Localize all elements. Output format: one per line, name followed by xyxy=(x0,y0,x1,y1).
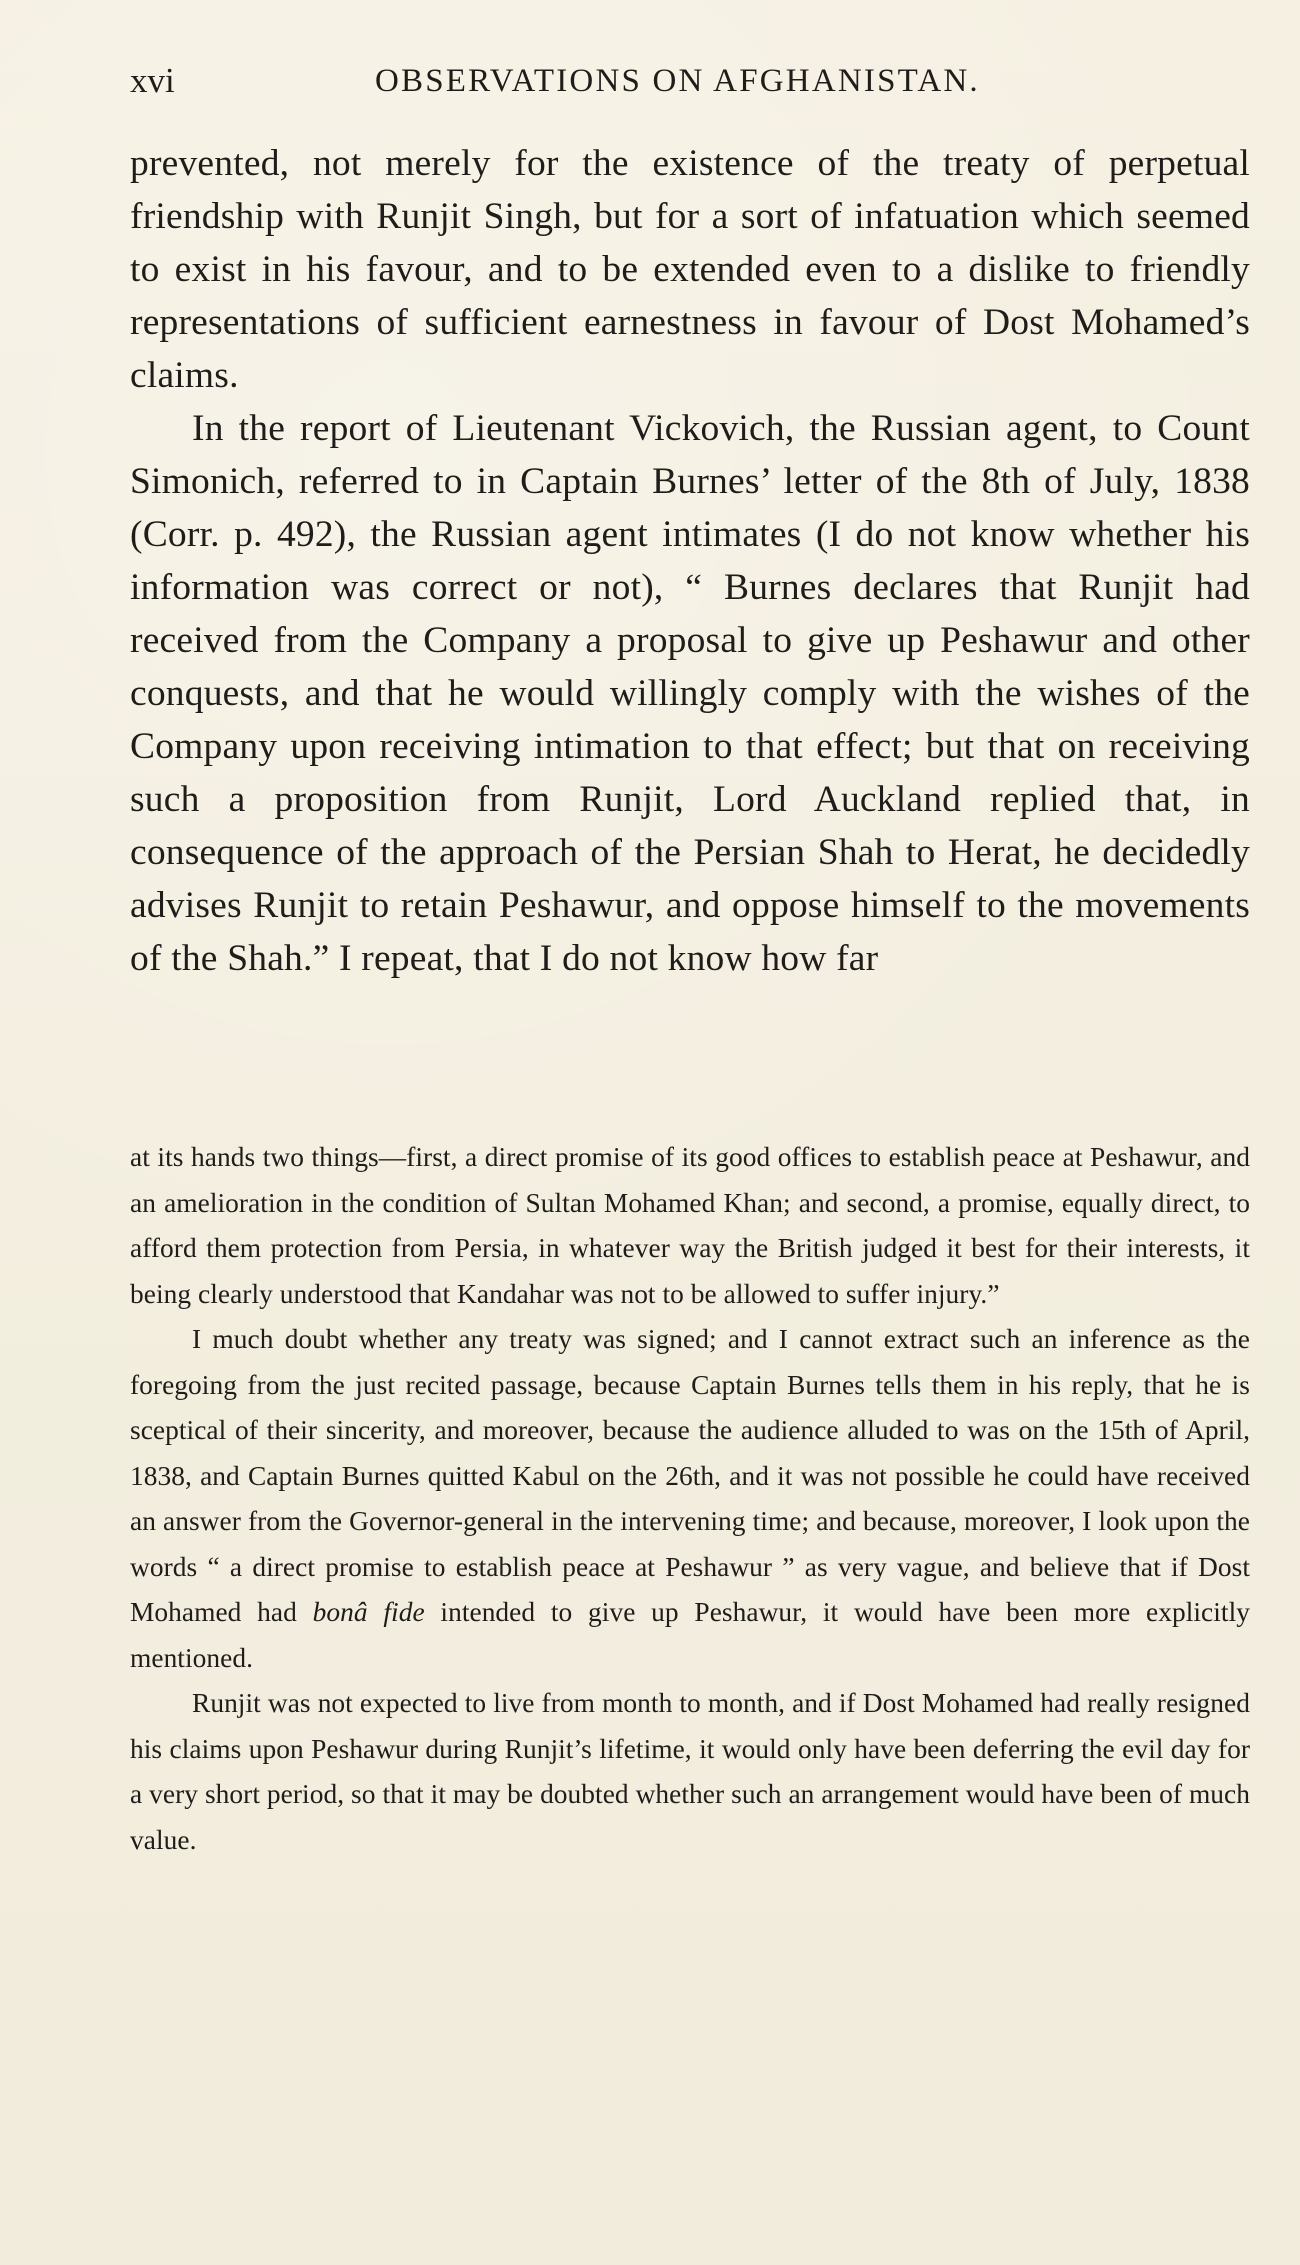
footnote-paragraph-3: Runjit was not expected to live from month to month, and if Dost Mohamed had really resigned his claims upon Peshawur during Runjit’s lifetime, it would only have been deferring the evil day for a very short period, so that it may be doubted whether such an arrangement would have been of much value. xyxy=(130,1688,1250,1855)
footnote-paragraph-2-text-before-italic: I much doubt whether any treaty was signed; and I cannot extract such an inference as the foregoing from the just recited passage, because Captain Burnes tells them in his reply, that he is sceptical of their sincerity, and moreover, because the audience alluded to was on the 15th of April, 1838, and Captain Burnes quitted Kabul on the 26th, and it was not possible he could have received an answer from the Governor-general in the intervening time; and because, moreover, I look upon the words “ a direct promise to establish peace at Peshawur ” as very vague, and believe that if Dost Mohamed had xyxy=(130,1324,1250,1627)
page-number: xvi xyxy=(130,61,175,100)
running-title: OBSERVATIONS ON AFGHANISTAN. xyxy=(375,63,980,99)
footnote-paragraph-1: at its hands two things—first, a direct promise of its good offices to establish peace at Peshawur, and an amelioration in the condition of Sultan Mohamed Khan; and second, a promise, equally direct, to afford them protection from Persia, in whatever way the British judged it best for their interests, it being clearly understood that Kandahar was not to be allowed to suffer injury.” xyxy=(130,1142,1250,1309)
main-paragraph-2: In the report of Lieutenant Vickovich, the Russian agent, to Count Simonich, referred to in Captain Burnes’ letter of the 8th of July, 1838 (Corr. p. 492), the Russian agent intimates (I do not know whether his information was correct or not), “ Burnes declares that Runjit had received from the Company a proposal to give up Peshawur and other conquests, and that he would willingly comply with the wishes of the Company upon receiving intimation to that effect; but that on receiving such a proposition from Runjit, Lord Auckland replied that, in consequence of the approach of the Persian Shah to Herat, he decidedly advises Runjit to retain Peshawur, and oppose himself to the movements of the Shah.” I repeat, that I do not know how far xyxy=(130,408,1250,979)
footnote xyxy=(130,1135,1250,1863)
main-paragraph-1: prevented, not merely for the existence of the treaty of perpetual friendship with Runjit Singh, but for a sort of infatuation which seemed to exist in his favour, and to be extended even to a dislike to friendly representations of sufficient earnestness in favour of Dost Mohamed’s claims. xyxy=(130,143,1250,396)
main-text xyxy=(130,137,1250,985)
footnote-paragraph-2-text-after-italic: intended to give up Peshawur, it would have been more explicitly mentioned. xyxy=(130,1597,1250,1673)
footnote-paragraph-2 xyxy=(130,1317,1250,1681)
page-header xyxy=(130,58,1250,104)
italic-phrase: bonâ fide xyxy=(312,1597,425,1627)
